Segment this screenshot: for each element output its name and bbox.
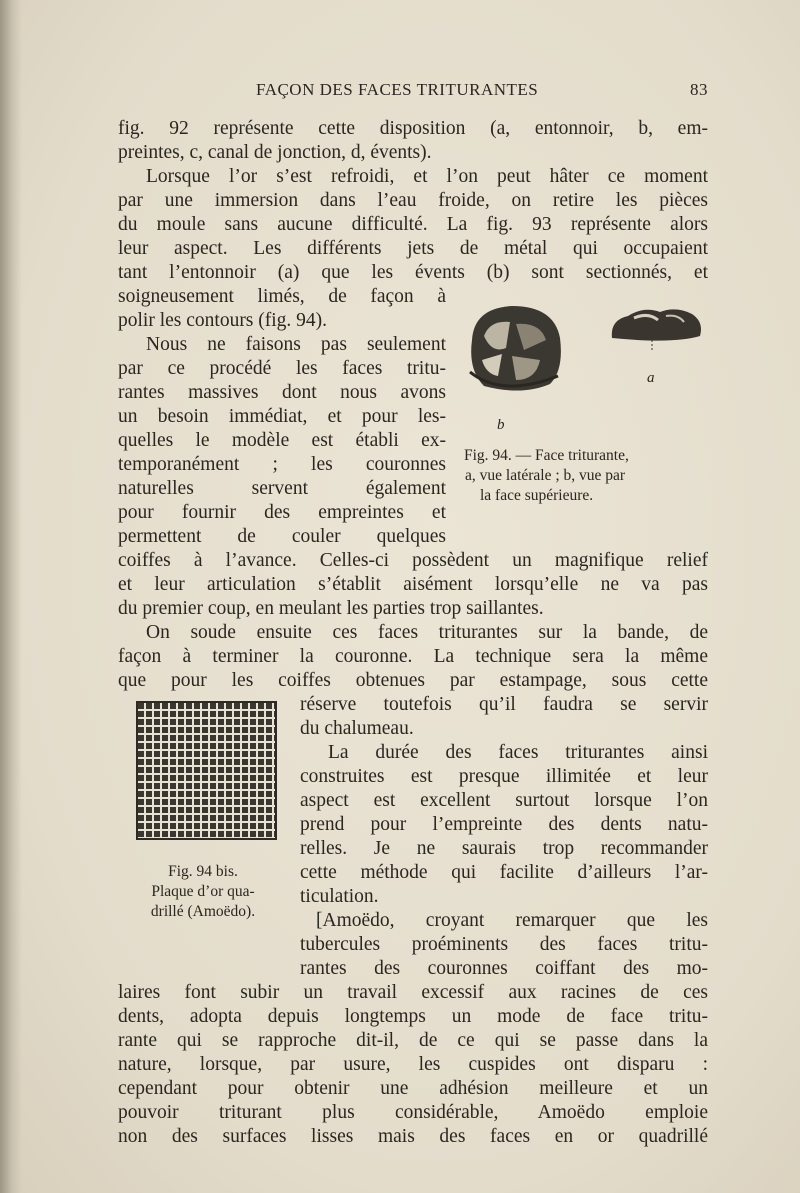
text-line: du chalumeau. (300, 718, 414, 739)
text-line: un besoin immédiat, et pour les- (118, 406, 446, 427)
text-line: polir les contours (fig. 94). (118, 310, 328, 331)
text-line: et leur articulation s’établit aisément lorsqu’elle ne va pas (118, 574, 708, 595)
figure-label-a: a (647, 370, 655, 386)
text-line: tant l’entonnoir (a) que les évents (b) sont sectionnés, et (118, 262, 708, 283)
text-line: du premier coup, en meulant les parties trop saillantes. (118, 598, 544, 619)
figure-94bis-caption: Fig. 94 bis. (168, 863, 238, 880)
running-title: FAÇON DES FACES TRITURANTES (256, 80, 539, 99)
text-line: leur aspect. Les différents jets de métal qui occupaient (118, 238, 708, 259)
page-number: 83 (690, 80, 708, 99)
tooth-crown-side-view-figure (604, 302, 708, 352)
text-line: rantes des couronnes coiffant des mo- (300, 958, 708, 979)
text-line: prend pour l’empreinte des dents natu- (300, 814, 708, 835)
figure-94bis-caption: Plaque d’or qua- (151, 883, 255, 900)
text-line: que pour les coiffes obtenues par estampage, sous cette (118, 670, 708, 691)
text-line: rante qui se rapproche dit-il, de ce qui se passe dans la (118, 1030, 708, 1051)
text-line: aspect est excellent surtout lorsque l’on (300, 790, 708, 811)
figure-94-caption: Fig. 94. — Face triturante, (464, 447, 629, 464)
text-line: rantes massives dont nous avons (118, 382, 446, 403)
text-line: preintes, c, canal de jonction, d, évents). (118, 142, 432, 163)
figure-94-caption: la face supérieure. (480, 487, 594, 504)
text-line: coiffes à l’avance. Celles-ci possèdent un magnifique relief (118, 550, 708, 571)
gold-grid-plaque-figure (136, 701, 277, 840)
text-line: pouvoir triturant plus considérable, Amoëdo emploie (118, 1102, 708, 1123)
text-line: [Amoëdo, croyant remarquer que les (316, 910, 708, 931)
text-line: façon à terminer la couronne. La technique sera la même (118, 646, 708, 667)
text-line: relles. Je ne saurais trop recommander (300, 838, 708, 859)
book-spine-shadow (0, 0, 22, 1193)
text-line: Nous ne faisons pas seulement (146, 334, 446, 355)
figure-94-caption: a, vue latérale ; b, vue par (465, 467, 626, 484)
running-header (118, 80, 708, 104)
text-line: On soude ensuite ces faces triturantes sur la bande, de (146, 622, 708, 643)
text-line: du moule sans aucune difficulté. La fig. 93 représente alors (118, 214, 708, 235)
text-line: fig. 92 représente cette disposition (a, entonnoir, b, em- (118, 118, 708, 139)
tooth-crown-top-view-figure (462, 300, 572, 400)
text-line: cependant pour obtenir une adhésion meilleure et un (118, 1078, 708, 1099)
text-line: réserve toutefois qu’il faudra se servir (300, 694, 708, 715)
figure-94bis-caption: drillé (Amoëdo). (150, 903, 256, 920)
text-line: dents, adopta depuis longtemps un mode de face tritu- (118, 1006, 708, 1027)
text-line: permettent de couler quelques (118, 526, 446, 547)
text-line: par ce procédé les faces tritu- (118, 358, 446, 379)
text-line: cette méthode qui facilite d’ailleurs l’ar- (300, 862, 708, 883)
text-line: temporanément ; les couronnes (118, 454, 446, 475)
figure-label-b: b (497, 417, 505, 433)
text-line: ticulation. (300, 886, 379, 907)
text-line: soigneusement limés, de façon à (118, 286, 446, 307)
text-line: non des surfaces lisses mais des faces en or quadrillé (118, 1126, 708, 1147)
text-line: naturelles servent également (118, 478, 446, 499)
text-line: quelles le modèle est établi ex- (118, 430, 446, 451)
text-line: tubercules proéminents des faces tritu- (300, 934, 708, 955)
text-line: construites est presque illimitée et leur (300, 766, 708, 787)
text-line: par une immersion dans l’eau froide, on retire les pièces (118, 190, 708, 211)
text-line: laires font subir un travail excessif aux racines de ces (118, 982, 708, 1003)
text-line: La durée des faces triturantes ainsi (328, 742, 708, 763)
text-line: nature, lorsque, par usure, les cuspides ont disparu : (118, 1054, 708, 1075)
text-line: pour fournir des empreintes et (118, 502, 446, 523)
text-line: Lorsque l’or s’est refroidi, et l’on peut hâter ce moment (146, 166, 708, 187)
